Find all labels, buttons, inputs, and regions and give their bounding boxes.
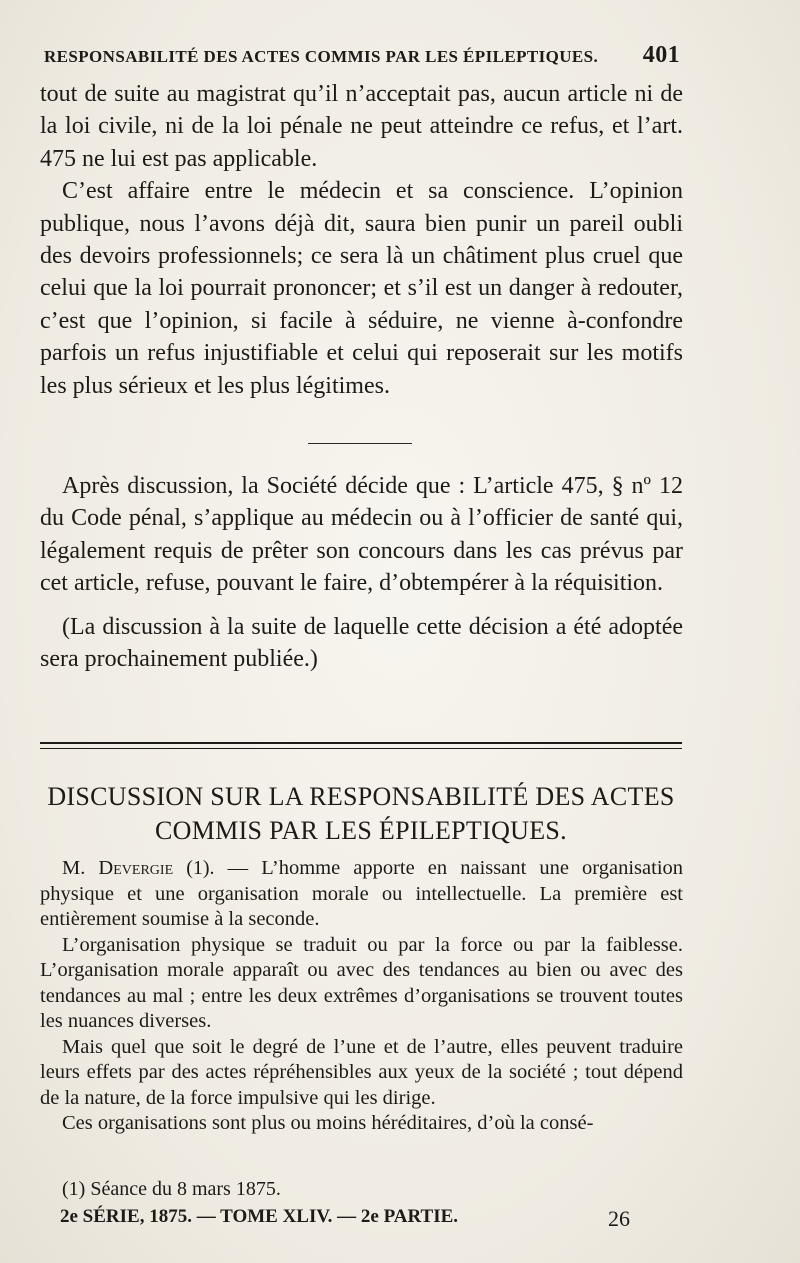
section-heading xyxy=(40,780,682,848)
running-head-title: RESPONSABILITÉ DES ACTES COMMIS PAR LES ÉPILEPTIQUES. xyxy=(44,47,599,66)
top-text xyxy=(40,78,683,402)
paragraph: Après discussion, la Société décide que : L’article 475, § nº 12 du Code pénal, s’applique au médecin ou à l’officier de santé qui, légalement requis de prêter son concours dans les cas prévus par cet article, refuse, pouvant le faire, d’obtempérer à la réquisition. xyxy=(40,473,683,597)
paragraph: tout de suite au magistrat qu’il n’acceptait pas, aucun article ni de la loi civile, ni de la loi pénale ne peut atteindre ce refus, et l’art. 475 ne lui est pas applicable. xyxy=(40,81,683,172)
discussion-text xyxy=(40,856,683,1137)
paragraph: C’est affaire entre le médecin et sa conscience. L’opinion publique, nous l’avons déjà dit, saura bien punir un pareil oubli des devoirs professionnels; ce sera là un châtiment plus cruel que celui que la loi pourrait prononcer; et s’il est un danger à redouter, c’est que l’opinion, si facile à séduire, ne vienne à-confondre parfois un refus injustifiable et celui qui reposerait sur les motifs les plus sérieux et les plus légitimes. xyxy=(40,178,683,399)
signature-line xyxy=(60,1206,630,1232)
speaker-name: M. Devergie xyxy=(62,857,174,879)
paragraph: Mais quel que soit le degré de l’une et de l’autre, elles peuvent traduire leurs effets par des actes répréhensibles aux yeux de la société ; tout dépend de la nature, de la force impulsive qui les dirige. xyxy=(40,1035,683,1109)
paragraph: L’organisation physique se traduit ou par la force ou par la faiblesse. L’organisation morale apparaît ou avec des tendances au bien ou avec des tendances au mal ; entre les deux extrêmes d’organisations se trouvent toutes les nuances diverses. xyxy=(40,933,683,1032)
paragraph xyxy=(40,856,683,933)
page-number: 401 xyxy=(642,42,680,68)
footnote-ref: (1). xyxy=(186,857,215,879)
double-rule xyxy=(40,742,682,749)
paragraph-text: — L’homme apporte en naissant une organisation physique et une organisation morale ou intellectuelle. La première est entièrement soumise à la seconde. xyxy=(40,857,684,930)
footnote: (1) Séance du 8 mars 1875. xyxy=(62,1178,281,1200)
section-heading-line: COMMIS PAR LES ÉPILEPTIQUES. xyxy=(155,816,567,845)
section-heading-line: DISCUSSION SUR LA RESPONSABILITÉ DES ACTES xyxy=(47,782,675,811)
running-head xyxy=(44,42,680,69)
paragraph: Ces organisations sont plus ou moins héréditaires, d’où la consé- xyxy=(62,1112,594,1134)
paragraph: (La discussion à la suite de laquelle cette décision a été adoptée sera prochainement publiée.) xyxy=(40,613,683,673)
short-separator xyxy=(308,443,412,444)
decision-text xyxy=(40,470,683,675)
series-info: 2e SÉRIE, 1875. — TOME XLIV. — 2e PARTIE. xyxy=(60,1206,459,1227)
signature-mark: 26 xyxy=(608,1206,630,1231)
